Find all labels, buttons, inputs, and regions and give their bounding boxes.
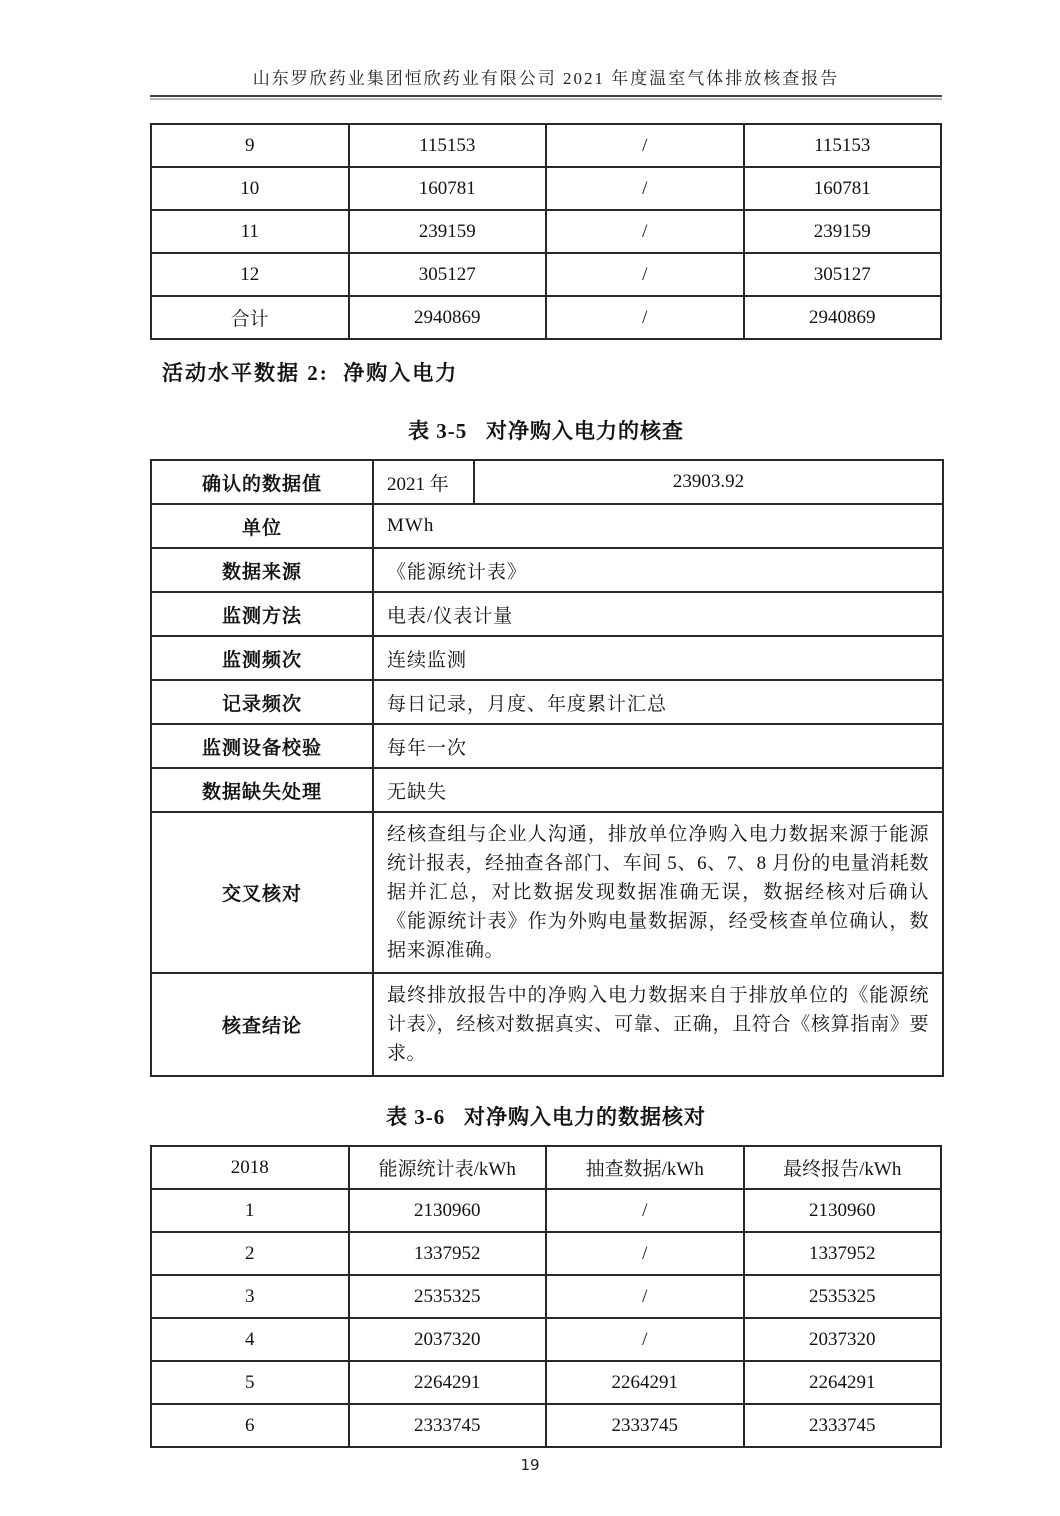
value-cell: / bbox=[546, 210, 744, 253]
row-label-cell: 监测频次 bbox=[151, 636, 373, 680]
table-row bbox=[151, 592, 943, 636]
row-label-cell: 交叉核对 bbox=[151, 812, 373, 973]
value-cell: / bbox=[546, 167, 744, 210]
value-cell: 2264291 bbox=[744, 1361, 942, 1404]
value-cell: 305127 bbox=[744, 253, 942, 296]
value-cell: 经核查组与企业人沟通，排放单位净购入电力数据来源于能源统计报表，经抽查各部门、车间 5、6、7、8 月份的电量消耗数据并汇总，对比数据发现数据准确无误，数据经核对后确认《能源统计表》作为外购电量数据源，经受核查单位确认，数据来源准确。 bbox=[373, 812, 943, 973]
table-row-cross-check bbox=[151, 812, 943, 973]
value-cell: 2940869 bbox=[744, 296, 942, 339]
row-label-cell: 数据来源 bbox=[151, 548, 373, 592]
table-row bbox=[151, 1275, 941, 1318]
value-cell: 160781 bbox=[349, 167, 547, 210]
column-header: 最终报告/kWh bbox=[744, 1146, 942, 1189]
table-row bbox=[151, 167, 941, 210]
row-label-cell: 5 bbox=[151, 1361, 349, 1404]
value-cell: 2130960 bbox=[349, 1189, 547, 1232]
row-label-cell: 9 bbox=[151, 124, 349, 167]
year-cell: 2021 年 bbox=[373, 460, 474, 504]
value-cell: 无缺失 bbox=[373, 768, 943, 812]
table-row bbox=[151, 1404, 941, 1447]
value-cell: 2037320 bbox=[349, 1318, 547, 1361]
row-label-cell: 数据缺失处理 bbox=[151, 768, 373, 812]
monthly-electricity-table bbox=[150, 123, 942, 340]
row-label-cell: 记录频次 bbox=[151, 680, 373, 724]
table-row bbox=[151, 1189, 941, 1232]
value-cell: 23903.92 bbox=[474, 460, 943, 504]
table-3-6-title: 表 3-6 对净购入电力的数据核对 bbox=[386, 1105, 706, 1129]
header-divider bbox=[150, 95, 942, 97]
value-cell: 2264291 bbox=[349, 1361, 547, 1404]
table-row bbox=[151, 460, 943, 504]
table-header-row bbox=[151, 1146, 941, 1189]
row-label-cell: 核查结论 bbox=[151, 973, 373, 1076]
table-row bbox=[151, 724, 943, 768]
row-label-cell: 监测设备校验 bbox=[151, 724, 373, 768]
table-row bbox=[151, 124, 941, 167]
value-cell: 电表/仪表计量 bbox=[373, 592, 943, 636]
row-label-cell: 6 bbox=[151, 1404, 349, 1447]
table-row bbox=[151, 1232, 941, 1275]
table-row bbox=[151, 253, 941, 296]
table-3-5-title: 表 3-5 对净购入电力的核查 bbox=[408, 419, 684, 443]
row-label-cell: 4 bbox=[151, 1318, 349, 1361]
value-cell: MWh bbox=[373, 504, 943, 548]
table-3-6 bbox=[150, 1145, 942, 1448]
value-cell: 160781 bbox=[744, 167, 942, 210]
value-cell: 1337952 bbox=[349, 1232, 547, 1275]
column-header: 能源统计表/kWh bbox=[349, 1146, 547, 1189]
value-cell: 239159 bbox=[744, 210, 942, 253]
value-cell: 115153 bbox=[349, 124, 547, 167]
table-row bbox=[151, 1361, 941, 1404]
row-label-cell: 3 bbox=[151, 1275, 349, 1318]
value-cell: 2535325 bbox=[744, 1275, 942, 1318]
value-cell: 2535325 bbox=[349, 1275, 547, 1318]
row-label-cell: 11 bbox=[151, 210, 349, 253]
value-cell: / bbox=[546, 253, 744, 296]
value-cell: 1337952 bbox=[744, 1232, 942, 1275]
row-label-cell: 2 bbox=[151, 1232, 349, 1275]
row-label-cell: 确认的数据值 bbox=[151, 460, 373, 504]
value-cell: 305127 bbox=[349, 253, 547, 296]
table-row bbox=[151, 210, 941, 253]
table-row-conclusion bbox=[151, 973, 943, 1076]
value-cell: / bbox=[546, 296, 744, 339]
value-cell: 2940869 bbox=[349, 296, 547, 339]
page-number: 19 bbox=[520, 1456, 540, 1474]
value-cell: 每日记录，月度、年度累计汇总 bbox=[373, 680, 943, 724]
section-heading: 活动水平数据 2: 净购入电力 bbox=[162, 361, 459, 385]
value-cell: 连续监测 bbox=[373, 636, 943, 680]
value-cell: 最终排放报告中的净购入电力数据来自于排放单位的《能源统计表》，经核对数据真实、可靠、正确，且符合《核算指南》要求。 bbox=[373, 973, 943, 1076]
row-label-cell: 12 bbox=[151, 253, 349, 296]
value-cell: 每年一次 bbox=[373, 724, 943, 768]
row-label-cell: 10 bbox=[151, 167, 349, 210]
column-header: 抽查数据/kWh bbox=[546, 1146, 744, 1189]
value-cell: 2264291 bbox=[546, 1361, 744, 1404]
row-label-cell: 1 bbox=[151, 1189, 349, 1232]
value-cell: 《能源统计表》 bbox=[373, 548, 943, 592]
table-row bbox=[151, 548, 943, 592]
value-cell: / bbox=[546, 1189, 744, 1232]
column-header: 2018 bbox=[151, 1146, 349, 1189]
row-label-cell: 合计 bbox=[151, 296, 349, 339]
table-row-total bbox=[151, 296, 941, 339]
value-cell: / bbox=[546, 1318, 744, 1361]
table-row bbox=[151, 768, 943, 812]
document-header-title: 山东罗欣药业集团恒欣药业有限公司 2021 年度温室气体排放核查报告 bbox=[252, 69, 840, 88]
value-cell: 2333745 bbox=[546, 1404, 744, 1447]
value-cell: 239159 bbox=[349, 210, 547, 253]
page-content bbox=[150, 0, 942, 1448]
value-cell: / bbox=[546, 1275, 744, 1318]
row-label-cell: 单位 bbox=[151, 504, 373, 548]
value-cell: 2037320 bbox=[744, 1318, 942, 1361]
table-row bbox=[151, 636, 943, 680]
value-cell: 2130960 bbox=[744, 1189, 942, 1232]
value-cell: 2333745 bbox=[744, 1404, 942, 1447]
value-cell: 2333745 bbox=[349, 1404, 547, 1447]
table-row bbox=[151, 504, 943, 548]
table-row bbox=[151, 1318, 941, 1361]
value-cell: / bbox=[546, 124, 744, 167]
value-cell: 115153 bbox=[744, 124, 942, 167]
table-row bbox=[151, 680, 943, 724]
table-3-5 bbox=[150, 459, 944, 1077]
value-cell: / bbox=[546, 1232, 744, 1275]
row-label-cell: 监测方法 bbox=[151, 592, 373, 636]
